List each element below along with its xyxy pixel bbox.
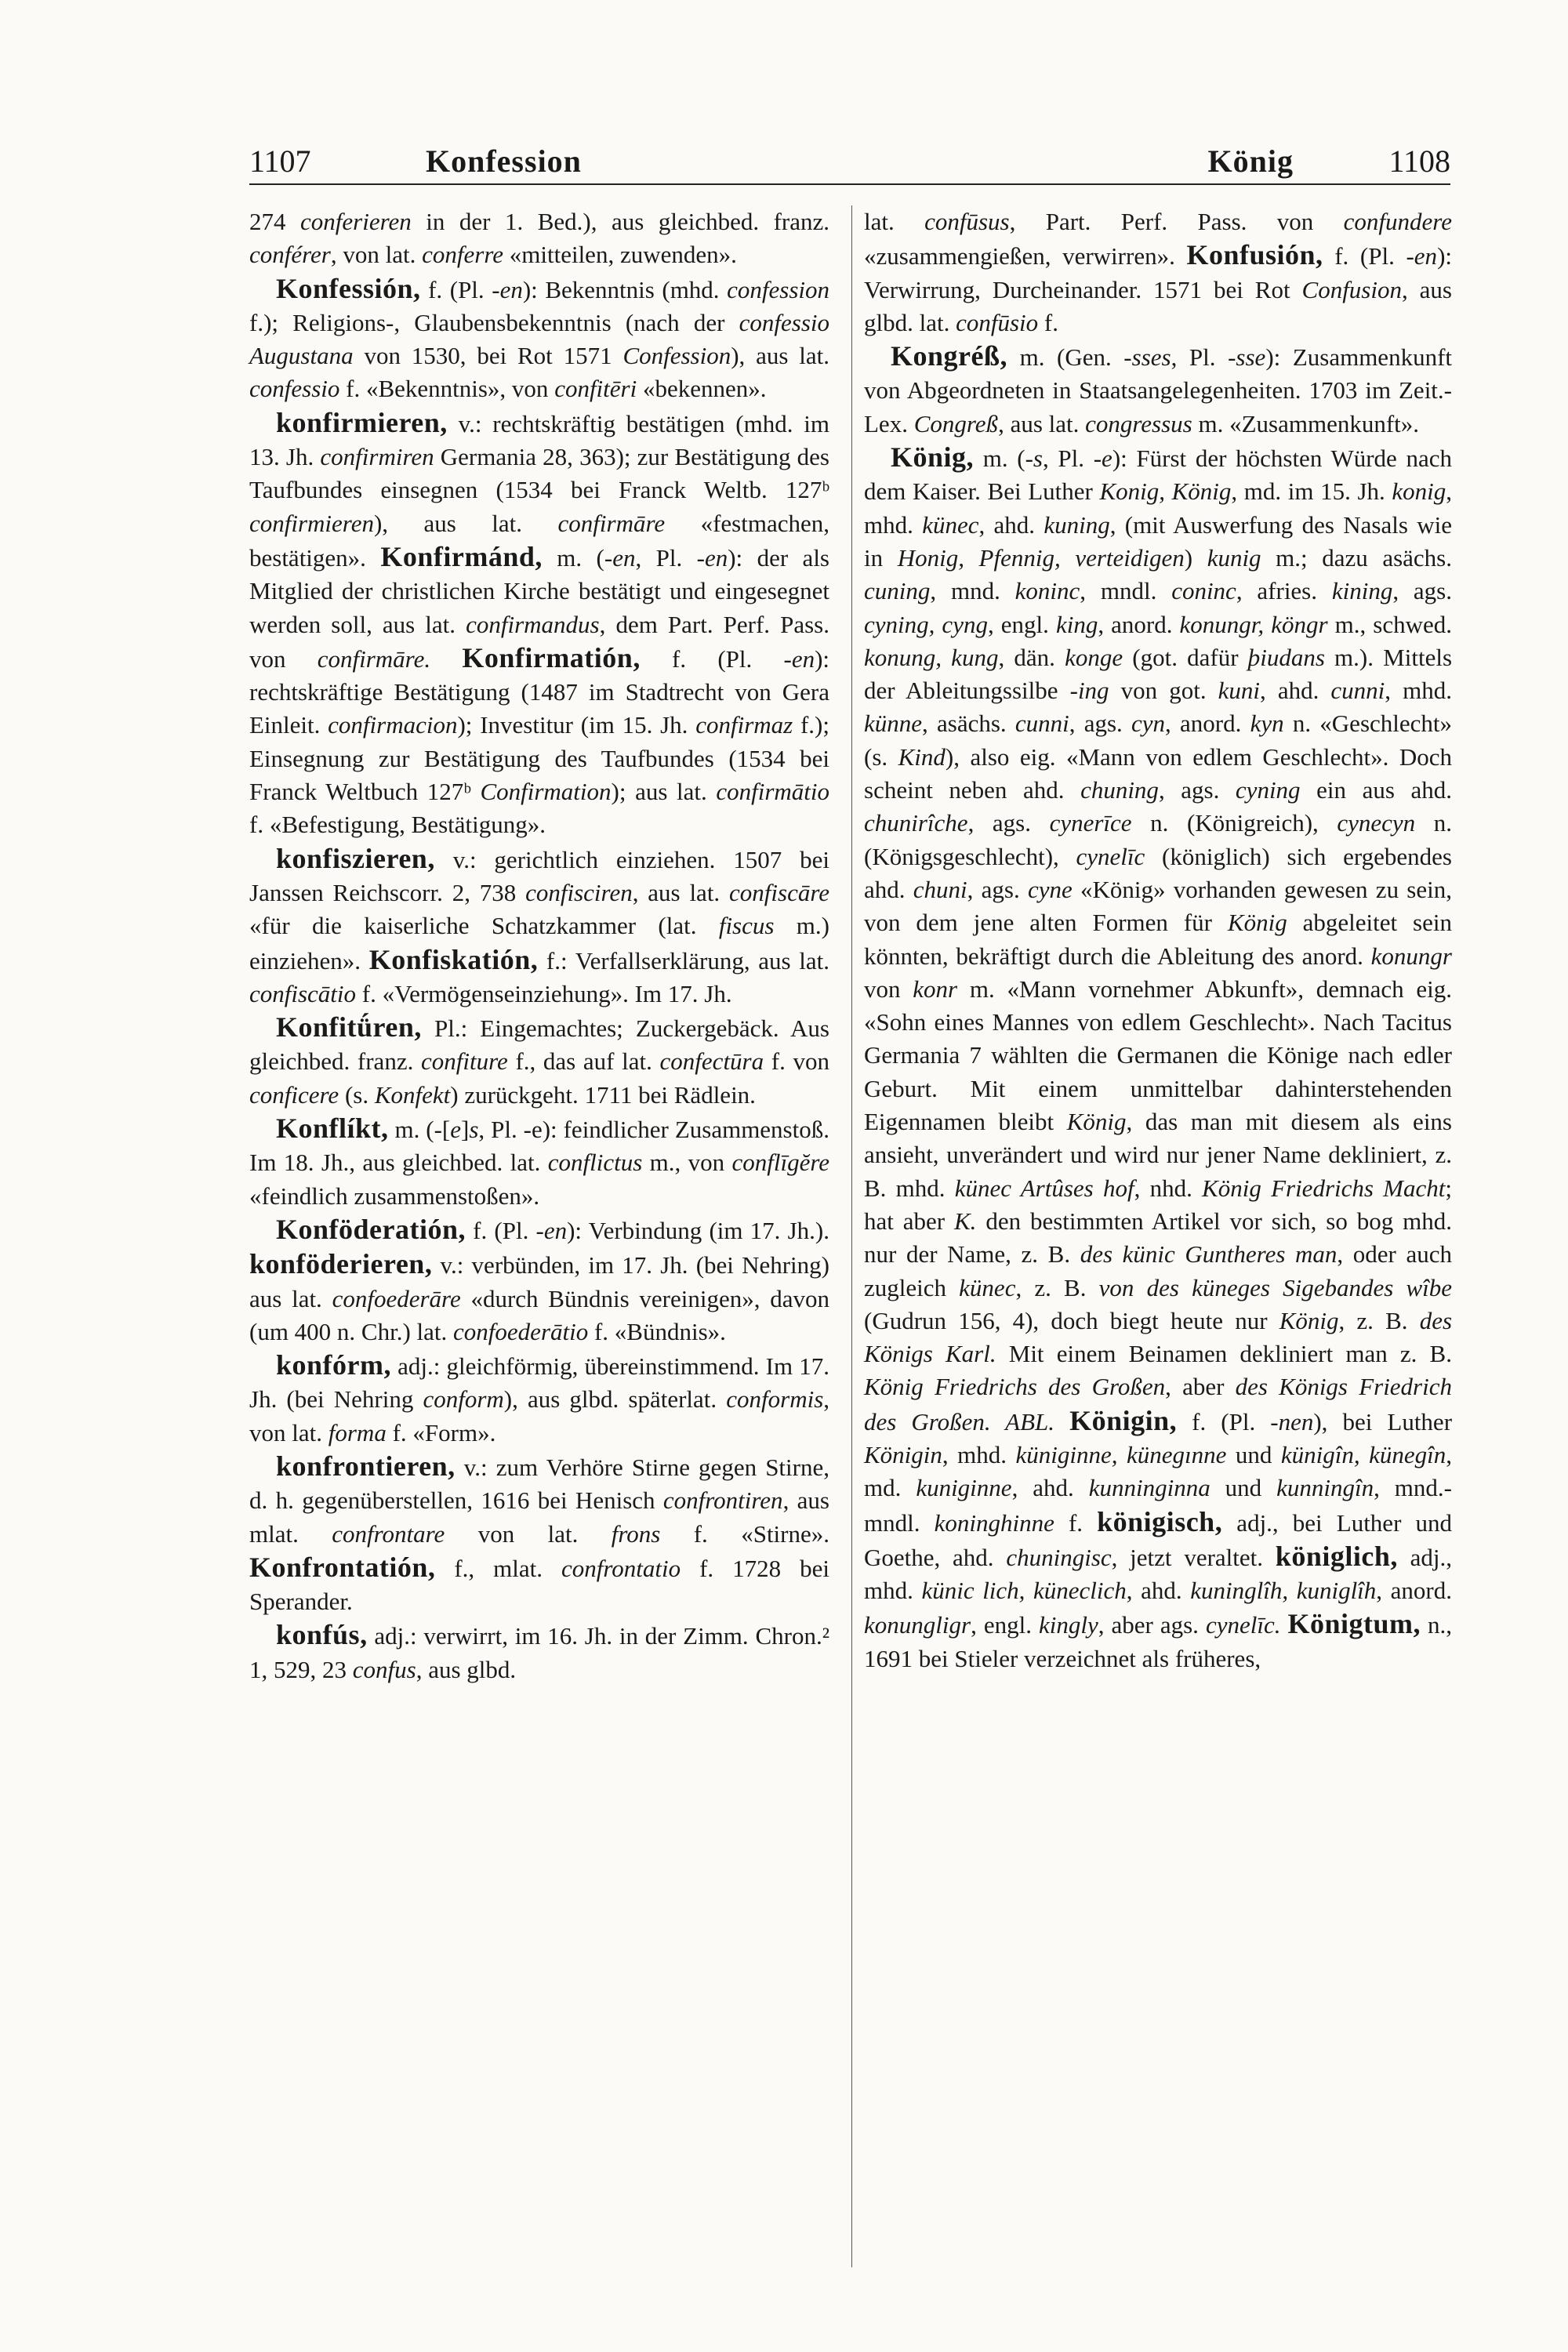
right-column — [864, 205, 1452, 1675]
italic-term: confirmāre. — [317, 644, 431, 673]
italic-term: künigîn, künegîn — [1280, 1440, 1446, 1468]
dictionary-entry — [249, 1348, 829, 1450]
entry-text: ) — [1184, 543, 1207, 572]
italic-term: chuningisc — [1006, 1543, 1112, 1571]
entry-text: , z. B. — [1015, 1273, 1099, 1301]
italic-term: kuning — [1044, 510, 1110, 539]
entry-text: n. «Geschlecht» (s. — [864, 710, 1453, 771]
entry-text: n. (Königsgeschlecht), — [864, 809, 1452, 870]
headword: konföderieren, — [249, 1248, 433, 1280]
entry-text: m. (- — [974, 445, 1033, 473]
entry-text: abgeleitet sein könnten, bekräftigt durch die Ableitung des anord. — [864, 909, 1452, 970]
italic-term: confession — [727, 275, 829, 303]
italic-term: confrontatio — [561, 1554, 681, 1582]
italic-term: confirmātio — [716, 778, 829, 806]
entry-text: lat. — [864, 208, 925, 235]
headword: Konfirmatión, — [462, 641, 641, 673]
entry-text: von 1530, bei Rot 1571 — [353, 342, 623, 370]
headword: Königtum, — [1287, 1608, 1421, 1640]
entry-text: , (mit Auswerfung des Nasals wie in — [864, 510, 1452, 572]
entry-text: , Pl. -e): feindlicher Zusammenstoß. Im 18. Jh., aus gleichbed. lat. — [249, 1116, 829, 1177]
entry-text: ), bei Luther — [1313, 1407, 1453, 1436]
entry-text: f.: Verfallserklärung, aus lat. — [538, 946, 830, 975]
entry-text: , jetzt veraltet. — [1111, 1543, 1276, 1571]
italic-term: conform — [423, 1385, 504, 1414]
italic-term: konr — [913, 975, 958, 1003]
italic-term: künic lich, küneclich — [921, 1577, 1127, 1605]
headword: Konfitǘren, — [276, 1011, 422, 1044]
entry-text: von — [864, 975, 913, 1003]
entry-text: v.: zum Verhöre Stirne gegen Stirne, d. h. gegenüberstellen, 1616 bei Henisch — [249, 1453, 829, 1515]
italic-term: Confession — [622, 342, 731, 370]
entry-text: , aus glbd. lat. — [864, 275, 1452, 336]
italic-term: confirmieren — [249, 509, 374, 537]
entry-text: m.; dazu asächs. — [1261, 543, 1452, 572]
left-column — [249, 205, 829, 1686]
entry-text: , ahd. — [978, 510, 1044, 539]
entry-text: ; hat aber — [864, 1174, 1452, 1235]
entry-text: f. (Pl. - — [640, 644, 792, 673]
entry-text: , aus lat. — [998, 409, 1086, 437]
left-running-headword: Konfession — [426, 143, 582, 179]
entry-text: , oder auch zugleich — [864, 1240, 1452, 1301]
headword: königisch, — [1097, 1505, 1223, 1537]
entry-continuation — [864, 205, 1452, 339]
dictionary-entry — [864, 339, 1452, 441]
italic-term: König — [1066, 1108, 1127, 1136]
entry-text — [1054, 1408, 1069, 1436]
entry-text: adj.: gleichförmig, übereinstimmend. Im 17. Jh. (bei Nehring — [249, 1352, 829, 1414]
italic-term: conflīgĕre — [731, 1149, 829, 1177]
italic-term: künec — [922, 510, 979, 539]
italic-term: congressus — [1085, 409, 1192, 437]
entry-text: m. (- — [542, 543, 613, 572]
entry-text: (königlich) sich ergebendes ahd. — [864, 842, 1452, 903]
italic-term: confoederāre — [332, 1284, 461, 1312]
entry-text: , aus mlat. — [249, 1486, 829, 1548]
entry-text: ): Verwirrung, Durcheinander. 1571 bei Rot — [864, 242, 1452, 303]
italic-term: kunninginna — [1088, 1474, 1210, 1502]
italic-term: ing — [1077, 677, 1109, 705]
italic-term: Congreß — [913, 409, 999, 437]
header-rule — [249, 183, 1450, 185]
italic-term: konungr, köngr — [1179, 610, 1328, 638]
italic-term: Konig, König — [1099, 477, 1232, 506]
entry-text: m.). Mittels der Ableitungssilbe - — [864, 643, 1453, 705]
headword: konfiszieren, — [276, 842, 435, 874]
dictionary-entry — [249, 406, 829, 842]
italic-term: confus — [352, 1655, 416, 1683]
italic-term: cyning, cyng — [864, 610, 988, 638]
entry-text: f. «Befestigung, Bestätigung». — [249, 811, 546, 839]
italic-term: fiscus — [718, 912, 775, 940]
dictionary-entry — [249, 1618, 829, 1686]
dictionary-entry — [249, 272, 829, 406]
entry-text: m. (-[ — [388, 1116, 451, 1144]
dictionary-entry — [249, 1213, 829, 1348]
entry-text: , mhd. — [1385, 677, 1452, 705]
entry-text: , asächs. — [922, 710, 1015, 738]
italic-term: Königin — [864, 1440, 942, 1468]
entry-text: f. (Pl. - — [1177, 1407, 1279, 1436]
italic-term: kyn — [1250, 710, 1284, 738]
entry-text: Pl.: Eingemachtes; Zuckergebäck. Aus gleichbed. franz. — [249, 1014, 829, 1076]
italic-term: kingly — [1038, 1611, 1098, 1639]
italic-term: confirmiren — [320, 443, 434, 471]
entry-text: f. «Form». — [386, 1418, 496, 1446]
entry-text: f. «Stirne». — [660, 1519, 829, 1548]
entry-text: , md. — [864, 1440, 1452, 1502]
entry-text: «durch Bündnis vereinigen», davon (um 400 n. Chr.) lat. — [249, 1284, 830, 1345]
page-header — [249, 143, 1450, 187]
italic-term: K. — [954, 1207, 977, 1235]
entry-text: (got. dafür — [1123, 643, 1248, 671]
entry-text: «für die kaiserliche Schatzkammer (lat. — [249, 912, 719, 940]
italic-term: conferre — [422, 241, 503, 269]
dictionary-entry — [249, 1112, 829, 1213]
italic-term: König Friedrichs des Großen — [864, 1373, 1166, 1401]
italic-term: confundere — [1343, 208, 1452, 235]
entry-text: , Part. Perf. Pass. von — [1009, 208, 1344, 235]
italic-term: konge — [1065, 643, 1123, 671]
italic-term: confirmāre — [557, 509, 666, 537]
italic-term: koninghinne — [934, 1508, 1054, 1537]
italic-term: cunni — [1330, 677, 1385, 705]
entry-text: , nhd. — [1134, 1174, 1203, 1202]
entry-text: , anord. — [1376, 1577, 1452, 1605]
entry-text: , ags. — [967, 809, 1050, 837]
italic-term: kunningîn — [1276, 1474, 1374, 1502]
entry-text: , dän. — [998, 643, 1065, 671]
entry-text: , md. im 15. Jh. — [1231, 477, 1392, 506]
italic-term: confrontiren — [662, 1486, 783, 1515]
entry-text: , dem Part. Perf. Pass. von — [249, 610, 829, 673]
italic-term: konungr — [1370, 942, 1452, 970]
italic-term: confirmacion — [328, 711, 458, 739]
entry-text: ein aus ahd. — [1300, 776, 1452, 804]
entry-text: ): rechtskräftige Bestätigung (1487 im Stadtrecht von Gera Einleit. — [249, 644, 830, 739]
italic-term: conficere — [249, 1080, 339, 1109]
italic-term: confiscātio — [249, 979, 357, 1007]
italic-term: confrontare — [332, 1519, 445, 1548]
entry-text: ): Verbindung (im 17. Jh.). — [567, 1216, 829, 1244]
entry-text: m. «Mann vornehmer Abkunft», demnach eig. «Sohn eines Mannes von edlem Geschlecht». Nach Tacitus Germania 7 wählten die Germanen die Könige nach edler Geburt. Mit einem unmittelbar dahinterstehenden Eigennamen bleibt — [864, 975, 1453, 1136]
headword: Konfessión, — [276, 272, 421, 304]
entry-text: ) zurückgeht. 1711 bei Rädlein. — [450, 1080, 756, 1109]
entry-text: ): Fürst der höchsten Würde nach dem Kaiser. Bei Luther — [864, 445, 1452, 506]
headword: Konfiskatión, — [368, 943, 539, 975]
italic-term: kining — [1331, 577, 1393, 605]
entry-text: «festmachen, bestätigen». — [249, 509, 829, 572]
entry-text: ): Bekenntnis (mhd. — [522, 275, 728, 303]
italic-term: nen — [1278, 1407, 1314, 1436]
entry-text: Germania 28, 363); zur Bestätigung des Taufbundes einsegnen (1534 bei Franck Weltb. 127ᵇ — [249, 443, 829, 504]
italic-term: des Königs Karl. — [864, 1306, 1453, 1368]
entry-text: v.: gerichtlich einziehen. 1507 bei Janssen Reichscorr. 2, 738 — [249, 845, 829, 906]
italic-term: cyning — [1235, 776, 1301, 804]
italic-term: chunirîche — [864, 809, 968, 837]
right-running-headword: König — [1207, 143, 1294, 179]
entry-text: f. — [1038, 308, 1058, 336]
entry-text: ): Zusammenkunft von Abgeordneten in Staatsangelegenheiten. 1703 im Zeit.-Lex. — [864, 343, 1452, 437]
entry-text: «zusammengießen, verwirren». — [864, 242, 1187, 270]
italic-term: Konfekt — [374, 1080, 451, 1109]
headword: Kongréß, — [891, 340, 1008, 372]
entry-text: von lat. — [445, 1519, 612, 1548]
entry-text: , engl. — [971, 1611, 1039, 1639]
entry-text: n. (Königreich), — [1131, 809, 1338, 837]
italic-term: en — [612, 543, 636, 572]
italic-term: sse — [1236, 343, 1266, 372]
entry-text: ] — [461, 1116, 470, 1144]
italic-term: kuninglîh, kuniglîh — [1190, 1577, 1377, 1605]
entry-text: adj., mhd. — [864, 1543, 1453, 1605]
entry-text: , aus glbd. — [416, 1655, 517, 1683]
italic-term: cynerīce — [1049, 809, 1132, 837]
entry-text: ); aus lat. — [611, 778, 717, 806]
headword: Konflíkt, — [276, 1112, 389, 1145]
headword: Konfusión, — [1186, 239, 1323, 271]
entry-text: f. «Vermögenseinziehung». Im 17. Jh. — [356, 979, 732, 1007]
entry-text: , von lat. — [249, 1385, 830, 1446]
entry-text: , ahd. — [1011, 1474, 1089, 1502]
italic-term: chuning — [1080, 776, 1159, 804]
italic-term: König Friedrichs Macht — [1202, 1174, 1446, 1202]
italic-term: confūsio — [956, 308, 1039, 336]
italic-term: e — [450, 1116, 462, 1144]
entry-text: f.); Religions-, Glaubensbekenntnis (nach der — [249, 308, 739, 336]
italic-term: König — [1227, 909, 1287, 937]
left-page-number: 1107 — [249, 143, 311, 179]
entry-text: ), aus lat. — [731, 342, 829, 370]
italic-term: Confirmation — [480, 778, 612, 806]
entry-text: , ags. — [1392, 577, 1452, 605]
entry-text: v.: verbünden, im 17. Jh. (bei Nehring) aus lat. — [249, 1251, 829, 1312]
entry-text: , Pl. - — [1043, 445, 1102, 473]
italic-term: kuni — [1218, 677, 1261, 705]
entry-text: f. «Bündnis». — [588, 1317, 726, 1345]
italic-term: konig — [1392, 477, 1446, 506]
entry-text: , aber — [1165, 1373, 1236, 1401]
entry-text: , ahd. — [1260, 677, 1331, 705]
entry-text: ); Investitur (im 15. Jh. — [457, 711, 696, 739]
entry-text: m.) einziehen». — [249, 912, 829, 975]
entry-text: f. 1728 bei Sperander. — [249, 1554, 829, 1616]
italic-term: en — [543, 1216, 568, 1244]
entry-text: «mitteilen, zuwenden». — [503, 241, 737, 269]
italic-term: küniginne, künegınne — [1015, 1440, 1227, 1468]
entry-text: f. (Pl. - — [466, 1216, 544, 1244]
italic-term: cuning — [864, 577, 931, 605]
italic-term: Confusion — [1301, 275, 1402, 303]
entry-text: , von lat. — [330, 241, 423, 269]
entry-text: , ags. — [967, 875, 1028, 903]
italic-term: König — [1279, 1306, 1339, 1334]
headword: Königin, — [1069, 1404, 1178, 1436]
entry-text: 274 — [249, 208, 301, 235]
column-divider — [851, 205, 852, 2267]
italic-term: des Königs Friedrich des Großen. ABL. — [864, 1373, 1452, 1436]
italic-term: cynelīc. — [1205, 1611, 1281, 1639]
entry-text: , anord. — [1165, 710, 1250, 738]
headword: Konfrontatión, — [249, 1551, 436, 1583]
italic-term: conferieren — [300, 208, 412, 235]
entry-text: , mhd. — [942, 1440, 1016, 1468]
italic-term: cunni — [1014, 710, 1069, 738]
dictionary-entry — [864, 441, 1452, 1675]
entry-text: , ahd. — [1126, 1577, 1191, 1605]
italic-term: confirmaz — [695, 711, 793, 739]
italic-term: von des küneges Sigebandes wîbe — [1098, 1273, 1452, 1301]
dictionary-entry — [249, 842, 829, 1011]
italic-term: Kind — [898, 742, 946, 771]
italic-term: cynecyn — [1337, 809, 1416, 837]
entry-text: «bekennen». — [637, 375, 767, 403]
headword: König, — [891, 441, 975, 474]
entry-text: , mnd.-mndl. — [864, 1474, 1452, 1537]
headword: Konfirmánd, — [380, 540, 543, 572]
entry-text: , aber ags. — [1098, 1611, 1206, 1639]
italic-term: conformis — [726, 1385, 824, 1414]
italic-term: konung, kung — [864, 643, 999, 671]
italic-term: king — [1055, 610, 1098, 638]
italic-term: confoederātio — [453, 1317, 589, 1345]
entry-text: , ags. — [1158, 776, 1236, 804]
italic-term: Honig, Pfennig, verteidigen — [897, 543, 1185, 572]
right-page-number: 1108 — [1388, 143, 1450, 179]
entry-text: von got. — [1109, 677, 1218, 705]
entry-text: , aus lat. — [632, 878, 730, 906]
entry-text: , Pl. - — [1171, 343, 1236, 372]
entry-text: (s. — [339, 1080, 375, 1109]
italic-term: þiudans — [1247, 643, 1325, 671]
italic-term: koninc — [1014, 577, 1080, 605]
entry-text: ), aus lat. — [373, 509, 558, 537]
entry-text: , anord. — [1098, 610, 1180, 638]
entry-text: f.); Einsegnung zur Bestätigung des Taufbundes (1534 bei Franck Weltbuch 127ᵇ — [249, 711, 829, 806]
headword: konfirmieren, — [276, 406, 448, 438]
entry-text: , engl. — [987, 610, 1056, 638]
italic-term: conflictus — [547, 1149, 643, 1177]
entry-text: , Pl. - — [635, 543, 705, 572]
entry-text: und — [1210, 1474, 1277, 1502]
italic-term: konungligr — [864, 1611, 971, 1639]
italic-term: cyne — [1027, 875, 1073, 903]
italic-term: frons — [611, 1519, 661, 1548]
entry-text: f., mlat. — [435, 1554, 561, 1582]
entry-text: den bestimmten Artikel vor sich, so bog mhd. nur der Name, z. B. — [864, 1207, 1452, 1269]
entry-text: , mhd. — [864, 477, 1452, 539]
entry-text: f. «Bekenntnis», von — [339, 375, 555, 403]
entry-text: m. (Gen. - — [1007, 343, 1132, 372]
entry-text: v.: rechtskräftig bestätigen (mhd. im 13. Jh. — [249, 409, 829, 471]
entry-text: f. (Pl. - — [1323, 242, 1414, 270]
italic-term: sses — [1131, 343, 1171, 372]
entry-continuation — [249, 205, 829, 272]
italic-term: en — [791, 644, 815, 673]
entry-text — [430, 645, 462, 673]
italic-term: cynelīc — [1076, 842, 1145, 870]
italic-term: künne — [864, 710, 923, 738]
italic-term: künec Artûses hof — [954, 1174, 1134, 1202]
italic-term: confessio Augustana — [249, 308, 829, 370]
entry-text: , mnd. — [930, 577, 1015, 605]
italic-term: chuni — [913, 875, 967, 903]
entry-text: , das man mit diesem als eins ansieht, unverändert und wird nur jener Name dekliniert, z. B. mhd. — [864, 1108, 1452, 1202]
italic-term: s — [469, 1116, 479, 1144]
italic-term: des künic Guntheres man — [1080, 1240, 1338, 1269]
entry-text: in der 1. Bed.), aus gleichbed. franz. — [411, 208, 830, 235]
italic-term: confessio — [249, 375, 340, 403]
entry-text: ), also eig. «Mann von edlem Geschlecht». Doch scheint neben ahd. — [864, 742, 1452, 804]
italic-term: confitēri — [554, 375, 637, 403]
italic-term: künec — [959, 1273, 1016, 1301]
italic-term: confiscāre — [729, 878, 829, 906]
entry-text: f. (Pl. - — [420, 275, 500, 303]
italic-term: forma — [328, 1418, 387, 1446]
italic-term: confirmandus — [466, 610, 600, 638]
entry-text: n., 1691 bei Stieler verzeichnet als früheres, — [864, 1611, 1453, 1672]
entry-text: Mit einem Beinamen dekliniert man z. B. — [996, 1340, 1452, 1368]
entry-text: f. von — [764, 1047, 830, 1076]
entry-text: «feindlich zusammenstoßen». — [249, 1181, 540, 1210]
italic-term: cyn — [1131, 710, 1166, 738]
italic-term: confiture — [421, 1047, 508, 1076]
headword: konfórm, — [276, 1349, 391, 1381]
headword: Konföderatión, — [276, 1213, 466, 1245]
dictionary-entry — [249, 1450, 829, 1618]
italic-term: en — [1414, 242, 1438, 270]
italic-term: e — [1102, 445, 1112, 473]
entry-text: m. «Zusammenkunft». — [1192, 409, 1420, 437]
italic-term: confūsus — [924, 208, 1010, 235]
entry-text: adj.: verwirrt, im 16. Jh. in der Zimm. Chron.² 1, 529, 23 — [249, 1622, 829, 1683]
italic-term: s — [1033, 445, 1043, 473]
entry-text: m., schwed. — [1327, 610, 1452, 638]
entry-text: f. — [1054, 1508, 1098, 1537]
italic-term: confectūra — [659, 1047, 764, 1076]
headword: konfús, — [276, 1619, 368, 1651]
entry-text: f., das auf lat. — [507, 1047, 660, 1076]
entry-text: , z. B. — [1338, 1306, 1420, 1334]
entry-text: ), aus glbd. späterlat. — [503, 1385, 727, 1414]
italic-term: confisciren — [525, 878, 633, 906]
italic-term: kuniginne — [916, 1474, 1012, 1502]
italic-term: coninc — [1171, 577, 1236, 605]
italic-term: conférer — [249, 241, 331, 269]
entry-text: (Gudrun 156, 4), doch biegt heute nur — [864, 1306, 1279, 1334]
italic-term: en — [499, 275, 523, 303]
italic-term: kunig — [1207, 543, 1261, 572]
headword: konfrontieren, — [276, 1450, 456, 1482]
entry-text: ): der als Mitglied der christlichen Kirche bestätigt und eingesegnet werden soll, aus lat. — [249, 543, 829, 638]
headword: königlich, — [1275, 1540, 1398, 1572]
entry-text: und — [1226, 1440, 1281, 1468]
entry-text: «König» vorhanden gewesen zu sein, von dem jene alten Formen für — [864, 875, 1452, 937]
dictionary-entry — [249, 1011, 829, 1112]
entry-text: , afries. — [1236, 577, 1332, 605]
entry-text: , mndl. — [1080, 577, 1172, 605]
entry-text: , ags. — [1069, 710, 1132, 738]
entry-text: m., von — [642, 1149, 732, 1177]
italic-term: en — [704, 543, 728, 572]
entry-text: adj., bei Luther und Goethe, ahd. — [864, 1508, 1452, 1571]
